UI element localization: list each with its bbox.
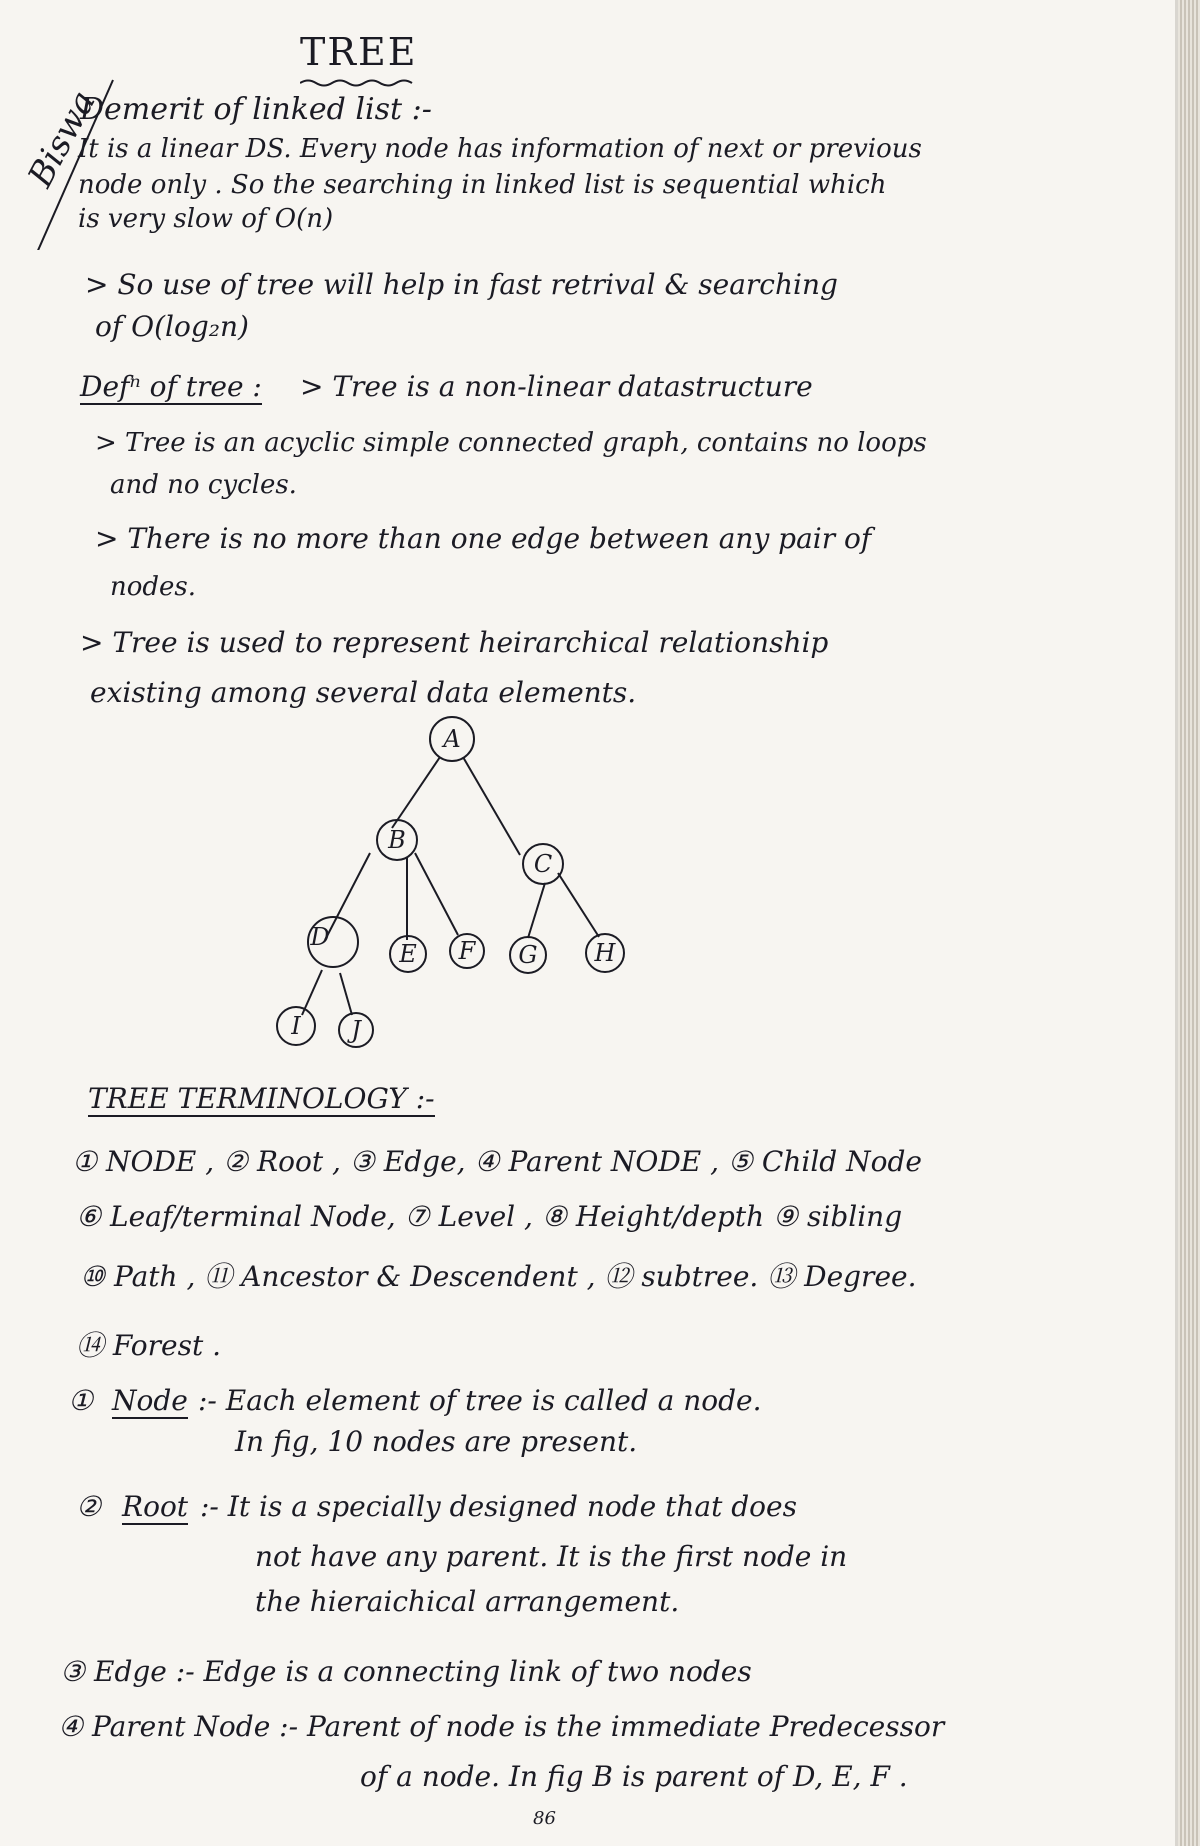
tree-node-I xyxy=(277,1007,315,1045)
tree-node-A xyxy=(430,717,474,761)
svg-text:C: C xyxy=(533,850,553,878)
line-8: > Tree is an acyclic simple connected graph, contains no loops xyxy=(95,428,927,458)
def-root-text-2: not have any parent. It is the first node in xyxy=(255,1540,848,1573)
line-7: > Tree is a non-linear datastructure xyxy=(300,370,813,403)
def-node-number: ① xyxy=(68,1384,94,1417)
tree-node-H xyxy=(586,934,624,972)
def-parent-line: ④ Parent Node :- Parent of node is the immediate Predecessor xyxy=(58,1710,945,1743)
svg-text:Biswa: Biswa xyxy=(20,84,104,194)
edge-B-D xyxy=(325,853,370,940)
edge-A-C xyxy=(463,757,520,855)
edge-C-G xyxy=(528,883,545,938)
def-node-text-2: In fig, 10 nodes are present. xyxy=(235,1425,638,1458)
line-10: > There is no more than one edge between any pair of xyxy=(95,522,872,555)
title-underline xyxy=(300,78,420,88)
tree-node-F xyxy=(450,934,484,968)
page-edge xyxy=(1178,0,1200,1846)
line-9: and no cycles. xyxy=(110,470,297,500)
svg-text:I: I xyxy=(291,1012,301,1040)
tree-node-B xyxy=(377,820,417,860)
def-root-text: :- It is a specially designed node that does xyxy=(200,1490,797,1523)
def-node-text: :- Each element of tree is called a node. xyxy=(198,1384,762,1417)
edge-C-H xyxy=(558,873,599,937)
svg-text:D: D xyxy=(310,923,330,951)
def-root-text-3: the hieraichical arrangement. xyxy=(255,1585,680,1618)
line-6: of O(log₂n) xyxy=(95,310,249,343)
def-root-number: ② xyxy=(76,1490,102,1523)
terminology-line-1: ① NODE , ② Root , ③ Edge, ④ Parent NODE , ⑤ Child Node xyxy=(72,1145,922,1178)
svg-text:J: J xyxy=(351,1016,361,1044)
line-12: > Tree is used to represent heirarchical relationship xyxy=(80,626,829,659)
page-number: 86 xyxy=(533,1808,556,1829)
tree-node-E xyxy=(390,936,426,972)
line-11: nodes. xyxy=(110,572,197,602)
edge-D-J xyxy=(340,973,352,1015)
line-5: > So use of tree will help in fast retrival & searching xyxy=(85,268,838,301)
edge-A-B xyxy=(392,757,440,828)
svg-text:A: A xyxy=(443,725,461,753)
def-parent-line-2: of a node. In fig B is parent of D, E, F . xyxy=(360,1760,908,1793)
line-2: It is a linear DS. Every node has information of next or previous xyxy=(78,134,922,164)
edge-B-F xyxy=(415,853,458,935)
def-root-label: Root xyxy=(122,1490,189,1523)
line-demerit-heading: Demerit of linked list :- xyxy=(80,92,432,127)
definition-label: Defⁿ of tree : xyxy=(80,370,262,403)
svg-text:G: G xyxy=(518,941,538,969)
line-3: node only . So the searching in linked list is sequential which xyxy=(78,170,887,200)
tree-node-J xyxy=(339,1013,373,1047)
tree-node-G xyxy=(510,937,546,973)
terminology-line-2: ⑥ Leaf/terminal Node, ⑦ Level , ⑧ Height/depth ⑨ sibling xyxy=(76,1200,903,1233)
def-node-label: Node xyxy=(112,1384,188,1417)
line-4: is very slow of O(n) xyxy=(78,204,334,234)
tree-node-C xyxy=(523,844,563,884)
line-13: existing among several data elements. xyxy=(90,676,637,709)
tree-diagram xyxy=(260,715,660,1055)
terminology-line-4: ⑭ Forest . xyxy=(76,1329,222,1362)
svg-text:B: B xyxy=(388,826,406,854)
terminology-line-3: ⑩ Path , ⑪ Ancestor & Descendent , ⑫ subtree. ⑬ Degree. xyxy=(80,1260,917,1293)
svg-text:H: H xyxy=(594,939,616,967)
svg-text:F: F xyxy=(458,937,476,965)
terminology-heading: TREE TERMINOLOGY :- xyxy=(88,1082,435,1115)
svg-text:E: E xyxy=(399,940,417,968)
page-title: TREE xyxy=(300,30,418,74)
def-edge-line: ③ Edge :- Edge is a connecting link of two nodes xyxy=(60,1655,752,1688)
